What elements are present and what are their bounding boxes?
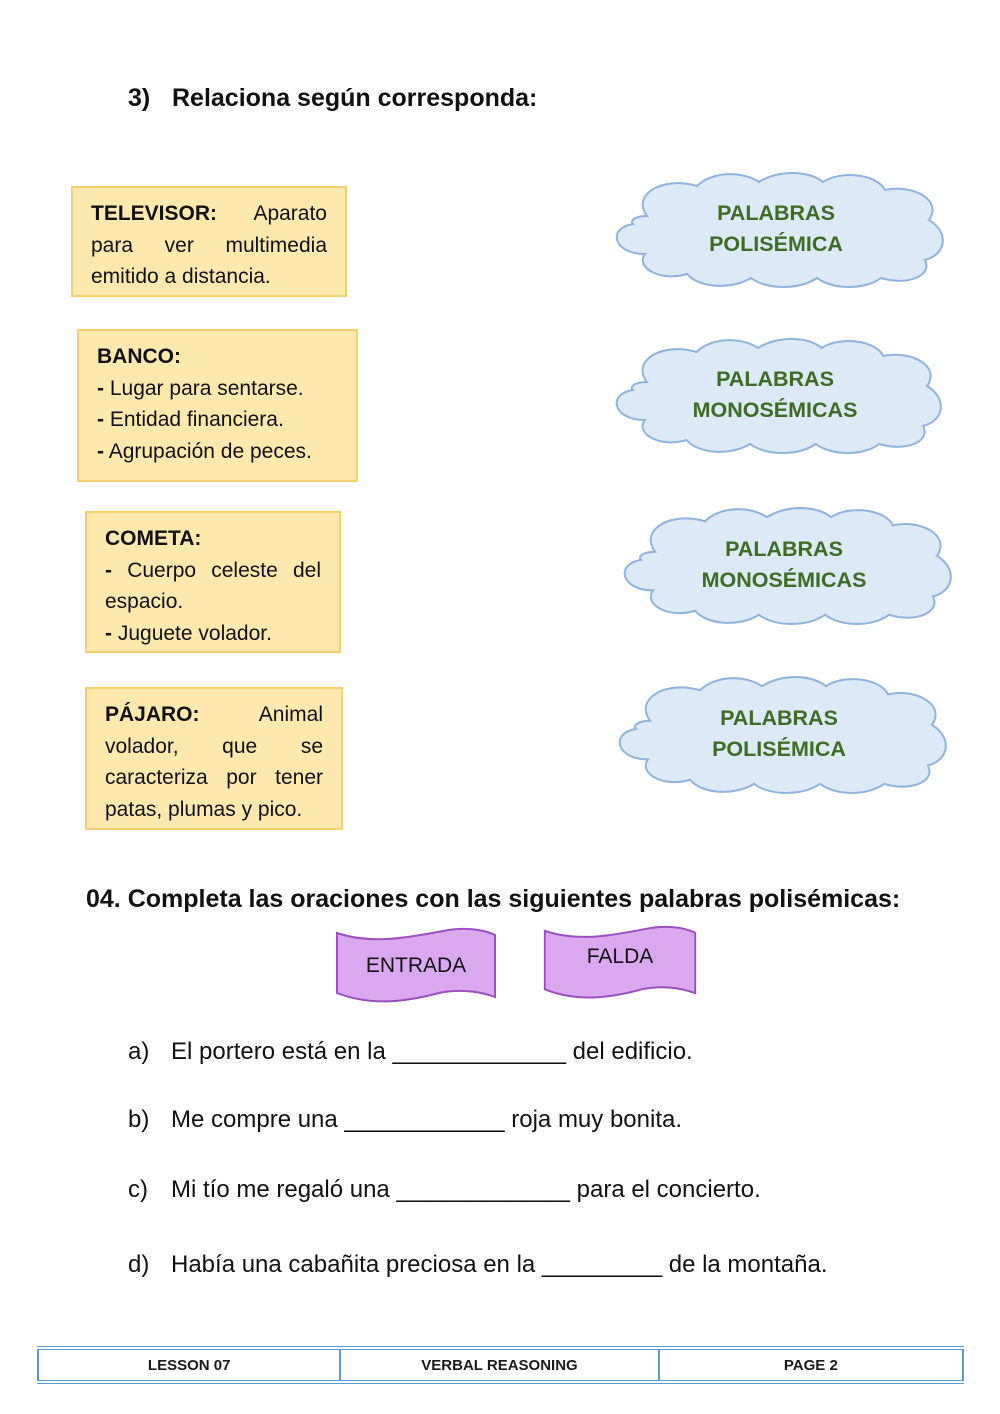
- section-3-heading: [128, 84, 537, 113]
- cloud-line-2: MONOSÉMICAS: [701, 568, 867, 592]
- definition-line: Cuerpo celeste del espacio.: [105, 558, 321, 613]
- page-footer: [37, 1346, 964, 1384]
- footer-subject: VERBAL REASONING: [339, 1350, 657, 1380]
- bullet: -: [105, 558, 112, 582]
- definition-line: Juguete volador.: [117, 621, 272, 645]
- cloud-line-1: PALABRAS: [716, 367, 834, 391]
- definition-text: Aparato para ver multimedia emitido a distancia.: [91, 202, 327, 288]
- definition-term: BANCO:: [97, 345, 181, 368]
- definition-term: COMETA:: [105, 527, 202, 550]
- cloud-line-2: POLISÉMICA: [709, 232, 843, 256]
- definition-card-pajaro: [85, 687, 343, 830]
- cloud-monosemicas-1[interactable]: [603, 336, 947, 454]
- sentence-c: [128, 1170, 914, 1209]
- sentence-text: Me compre una ____________ roja muy bonita.: [171, 1106, 683, 1133]
- cloud-line-2: MONOSÉMICAS: [692, 398, 858, 422]
- section-4-heading: 04. Completa las oraciones con las siguientes palabras polisémicas:: [86, 885, 901, 913]
- sentence-b: [128, 1100, 914, 1139]
- sentence-letter: c): [128, 1176, 148, 1203]
- definition-term: PÁJARO:: [105, 703, 200, 726]
- sentence-letter: a): [128, 1038, 150, 1065]
- word-bank-label: FALDA: [586, 945, 654, 968]
- cloud-line-1: PALABRAS: [720, 706, 838, 730]
- definition-line: Lugar para sentarse.: [109, 376, 304, 400]
- sentence-letter: d): [128, 1251, 150, 1278]
- sentence-letter: b): [128, 1106, 150, 1133]
- cloud-line-1: PALABRAS: [717, 201, 835, 225]
- definition-line: Entidad financiera.: [109, 408, 284, 431]
- cloud-line-1: PALABRAS: [725, 537, 843, 561]
- cloud-monosemicas-2[interactable]: [611, 505, 957, 625]
- sentence-text: Mi tío me regaló una _____________ para el concierto.: [171, 1176, 761, 1203]
- definition-text: Animal volador, que se caracteriza por tener patas, plumas y pico.: [105, 703, 323, 821]
- sentence-text: Había una cabañita preciosa en la _________ de la montaña.: [171, 1251, 828, 1278]
- definition-card-cometa: [85, 511, 341, 653]
- definition-card-televisor: [71, 186, 347, 297]
- definition-card-banco: [77, 329, 358, 482]
- word-bank-falda[interactable]: [541, 925, 699, 1001]
- footer-lesson: LESSON 07: [37, 1350, 339, 1380]
- definition-line: Agrupación de peces.: [108, 439, 312, 463]
- bullet: -: [105, 621, 112, 645]
- section-3-number: 3): [128, 84, 151, 112]
- sentence-d: [128, 1245, 914, 1284]
- bullet: -: [97, 408, 104, 431]
- sentence-text: El portero está en la _____________ del edificio.: [171, 1038, 693, 1065]
- cloud-polisemica-2[interactable]: [606, 674, 952, 794]
- footer-page: PAGE 2: [658, 1350, 964, 1380]
- bullet: -: [97, 439, 104, 463]
- sentence-a: [128, 1032, 914, 1071]
- word-bank-label: ENTRADA: [365, 954, 467, 977]
- definition-term: TELEVISOR:: [91, 202, 218, 225]
- word-bank-entrada[interactable]: [333, 927, 499, 1005]
- cloud-polisemica-1[interactable]: [603, 170, 949, 288]
- cloud-line-2: POLISÉMICA: [712, 737, 846, 761]
- bullet: -: [97, 376, 104, 400]
- section-3-title: Relaciona según corresponda:: [172, 84, 538, 112]
